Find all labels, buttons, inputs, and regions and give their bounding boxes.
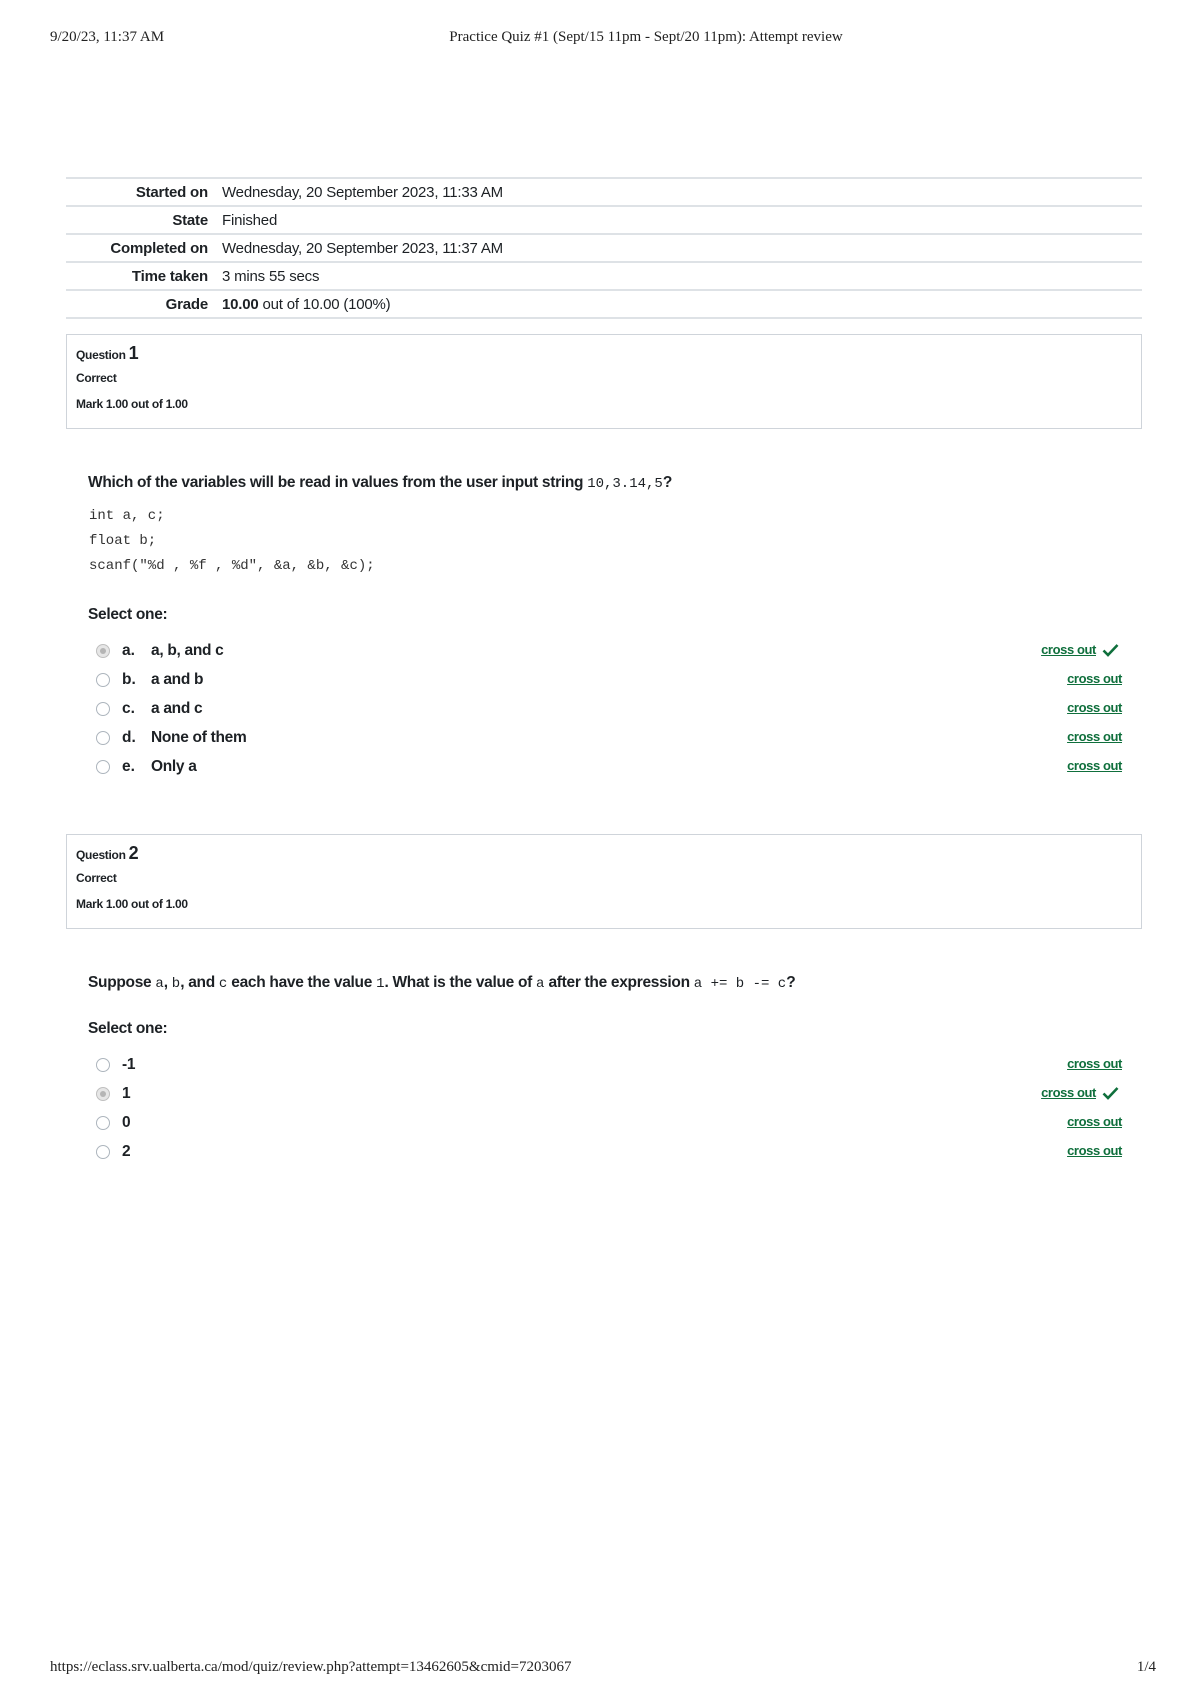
cross-out-link[interactable]: cross out xyxy=(1067,758,1122,773)
answer-radio[interactable] xyxy=(96,760,110,774)
answer-option-2[interactable] xyxy=(96,1137,1122,1166)
cross-out-link[interactable] xyxy=(1041,1085,1119,1100)
print-url: https://eclass.srv.ualberta.ca/mod/quiz/review.php?attempt=13462605&cmid=7203067 xyxy=(50,1659,572,1675)
answer-text: 1 xyxy=(122,1084,131,1102)
summary-row-completed xyxy=(66,235,1142,263)
question-number: 1 xyxy=(128,343,139,363)
answer-text: None of them xyxy=(151,728,247,746)
cross-out-link[interactable]: cross out xyxy=(1067,671,1122,686)
question-2-code: 1 xyxy=(376,976,385,992)
answer-text: a and b xyxy=(151,670,204,688)
question-1-info xyxy=(66,334,1142,429)
grade-score: 10.00 xyxy=(222,295,259,313)
question-2-text-part: , xyxy=(163,974,172,991)
answer-letter: b. xyxy=(122,670,136,688)
question-2-text xyxy=(88,974,1128,992)
question-2-mark: Mark 1.00 out of 1.00 xyxy=(76,897,188,911)
started-value: Wednesday, 20 September 2023, 11:33 AM xyxy=(222,183,503,201)
print-title: Practice Quiz #1 (Sept/15 11pm - Sept/20 11pm): Attempt review xyxy=(449,29,843,45)
question-1-text-part: ? xyxy=(662,474,672,491)
question-2-code: a xyxy=(536,976,545,992)
question-2-info xyxy=(66,834,1142,929)
answer-radio[interactable] xyxy=(96,1116,110,1130)
question-2-text-part: each have the value xyxy=(227,974,377,991)
started-label: Started on xyxy=(135,183,208,201)
question-word: Question xyxy=(76,848,126,862)
answer-letter: a. xyxy=(122,641,135,659)
question-1-state: Correct xyxy=(76,371,117,385)
answer-radio[interactable] xyxy=(96,731,110,745)
answer-text: -1 xyxy=(122,1055,136,1073)
cross-out-link[interactable]: cross out xyxy=(1067,1143,1122,1158)
answer-text: 2 xyxy=(122,1142,131,1160)
question-1-answers xyxy=(96,636,1122,781)
print-datetime: 9/20/23, 11:37 AM xyxy=(50,29,165,45)
answer-text: Only a xyxy=(151,757,197,775)
answer-option-0[interactable] xyxy=(96,1108,1122,1137)
question-1-input-string: 10,3.14,5 xyxy=(587,476,663,492)
question-2-text-part: ? xyxy=(786,974,796,991)
answer-option-b[interactable] xyxy=(96,665,1122,694)
answer-radio[interactable] xyxy=(96,1058,110,1072)
cross-out-label: cross out xyxy=(1041,642,1096,657)
correct-check-icon xyxy=(1102,1086,1119,1100)
cross-out-link[interactable]: cross out xyxy=(1067,1114,1122,1129)
answer-radio[interactable] xyxy=(96,702,110,716)
summary-row-time xyxy=(66,263,1142,291)
question-2-text-part: Suppose xyxy=(88,974,156,991)
time-label: Time taken xyxy=(131,267,208,285)
answer-option-minus-1[interactable] xyxy=(96,1050,1122,1079)
cross-out-link[interactable]: cross out xyxy=(1067,729,1122,744)
question-1-number-line xyxy=(76,343,1141,365)
question-2-code: c xyxy=(218,976,228,992)
attempt-summary-table xyxy=(66,177,1142,319)
answer-letter: c. xyxy=(122,699,135,717)
answer-option-c[interactable] xyxy=(96,694,1122,723)
code-line: scanf("%d , %f , %d", &a, &b, &c); xyxy=(89,558,375,574)
question-2-number-line xyxy=(76,843,1141,865)
question-2-code: a += b -= c xyxy=(693,976,787,992)
summary-row-grade xyxy=(66,291,1142,319)
print-page-number: 1/4 xyxy=(1136,1659,1156,1675)
answer-radio[interactable] xyxy=(96,1145,110,1159)
question-1-code-block xyxy=(89,508,375,583)
code-line: int a, c; xyxy=(89,508,165,524)
question-2-state: Correct xyxy=(76,871,117,885)
correct-check-icon xyxy=(1102,643,1119,657)
answer-radio-selected[interactable] xyxy=(96,644,110,658)
cross-out-label: cross out xyxy=(1041,1085,1096,1100)
answer-text: 0 xyxy=(122,1113,131,1131)
question-2-code: a xyxy=(155,976,164,992)
cross-out-link[interactable] xyxy=(1041,642,1119,657)
state-value: Finished xyxy=(222,211,278,229)
completed-label: Completed on xyxy=(110,239,208,257)
answer-radio[interactable] xyxy=(96,673,110,687)
answer-radio-selected[interactable] xyxy=(96,1087,110,1101)
question-2-text-part: , and xyxy=(180,974,219,991)
code-line: float b; xyxy=(89,533,157,549)
question-1-text-part: Which of the variables will be read in values from the user input string xyxy=(88,474,588,491)
question-1-mark: Mark 1.00 out of 1.00 xyxy=(76,397,188,411)
question-2-text-part: after the expression xyxy=(544,974,694,991)
state-label: State xyxy=(172,211,208,229)
grade-rest: out of 10.00 (100%) xyxy=(258,295,391,313)
question-2-select-prompt: Select one: xyxy=(88,1020,168,1037)
question-number: 2 xyxy=(128,843,139,863)
grade-value xyxy=(222,296,1142,313)
question-1-text xyxy=(88,474,1128,492)
question-2-text-part: . What is the value of xyxy=(384,974,537,991)
answer-letter: d. xyxy=(122,728,136,746)
cross-out-link[interactable]: cross out xyxy=(1067,700,1122,715)
answer-text: a and c xyxy=(151,699,203,717)
answer-letter: e. xyxy=(122,757,135,775)
answer-option-d[interactable] xyxy=(96,723,1122,752)
answer-option-e[interactable] xyxy=(96,752,1122,781)
question-word: Question xyxy=(76,348,126,362)
time-value: 3 mins 55 secs xyxy=(222,267,320,285)
completed-value: Wednesday, 20 September 2023, 11:37 AM xyxy=(222,239,503,257)
question-1-select-prompt: Select one: xyxy=(88,606,168,623)
answer-option-a[interactable] xyxy=(96,636,1122,665)
cross-out-link[interactable]: cross out xyxy=(1067,1056,1122,1071)
grade-label: Grade xyxy=(165,295,208,313)
summary-row-state xyxy=(66,207,1142,235)
question-2-code: b xyxy=(171,976,181,992)
summary-row-started xyxy=(66,179,1142,207)
answer-text: a, b, and c xyxy=(151,641,224,659)
question-2-answers xyxy=(96,1050,1122,1166)
answer-option-1[interactable] xyxy=(96,1079,1122,1108)
